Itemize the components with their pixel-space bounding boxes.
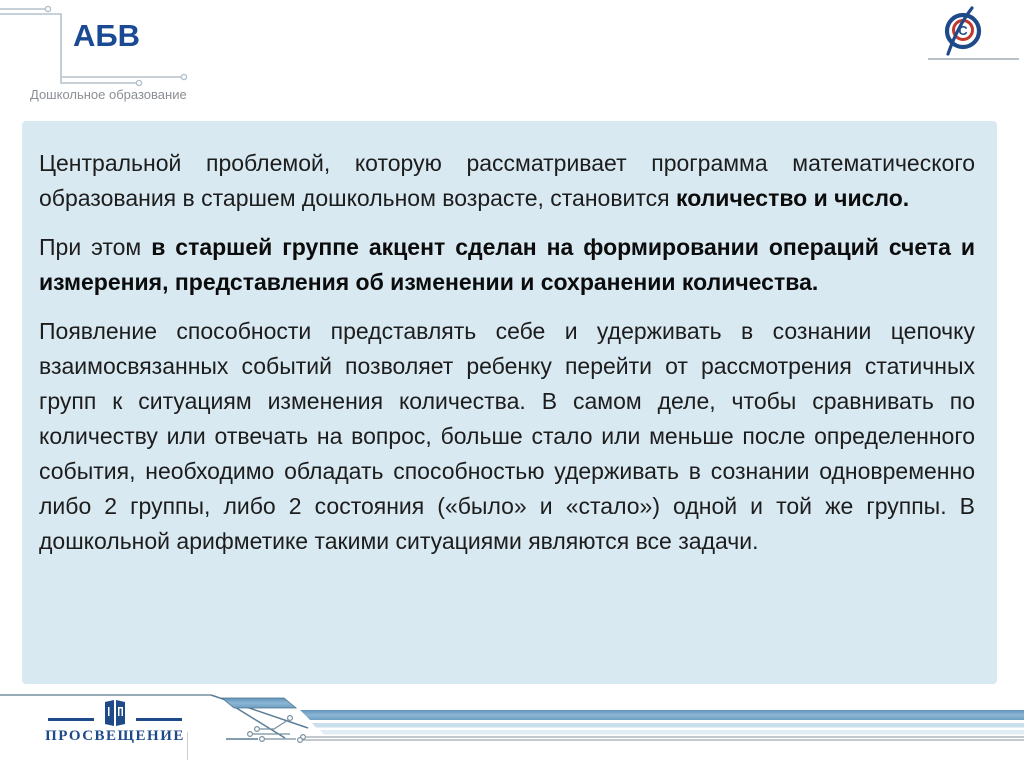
sfera-letter: С — [958, 23, 968, 38]
sfera-rings-icon — [920, 5, 1024, 65]
abv-logo-text: АБВ — [73, 18, 141, 53]
book-icon — [102, 698, 128, 728]
logo-bar-right — [136, 718, 182, 721]
paragraph-1: Центральной проблемой, которую рассматривает программа математического образования в старшем дошкольном возрасте, становится количество и число. — [39, 150, 975, 211]
paragraph-3: Появление способности представлять себе и удерживать в сознании цепочку взаимосвязанных событий позволяет ребенку перейти от рассмотрения статичных групп к ситуациям изменения количества. В самом деле, чтобы сравнивать по количеству или отвечать на вопрос, больше стало или меньше после определенного события, необходимо обладать способностью удерживать в сознании одновременно либо 2 группы, либо 2 состояния («было» и «стало») одной и той же группы. В дошкольной арифметике такими ситуациями являются все задачи. — [39, 318, 975, 554]
abv-logo-subtitle: Дошкольное образование — [30, 87, 187, 102]
text-panel — [22, 121, 997, 684]
sfera-logo — [920, 5, 1024, 65]
footer-divider — [187, 732, 188, 760]
paragraph-2: При этом в старшей группе акцент сделан на формировании операций счета и измерения, представления об изменении и сохранении количества. — [39, 234, 975, 295]
prosveshchenie-logo — [40, 696, 190, 760]
sfera-underline — [928, 58, 1019, 60]
abv-logo — [0, 0, 220, 110]
publisher-name: ПРОСВЕЩЕНИЕ — [45, 728, 185, 744]
logo-bar-left — [48, 718, 94, 721]
